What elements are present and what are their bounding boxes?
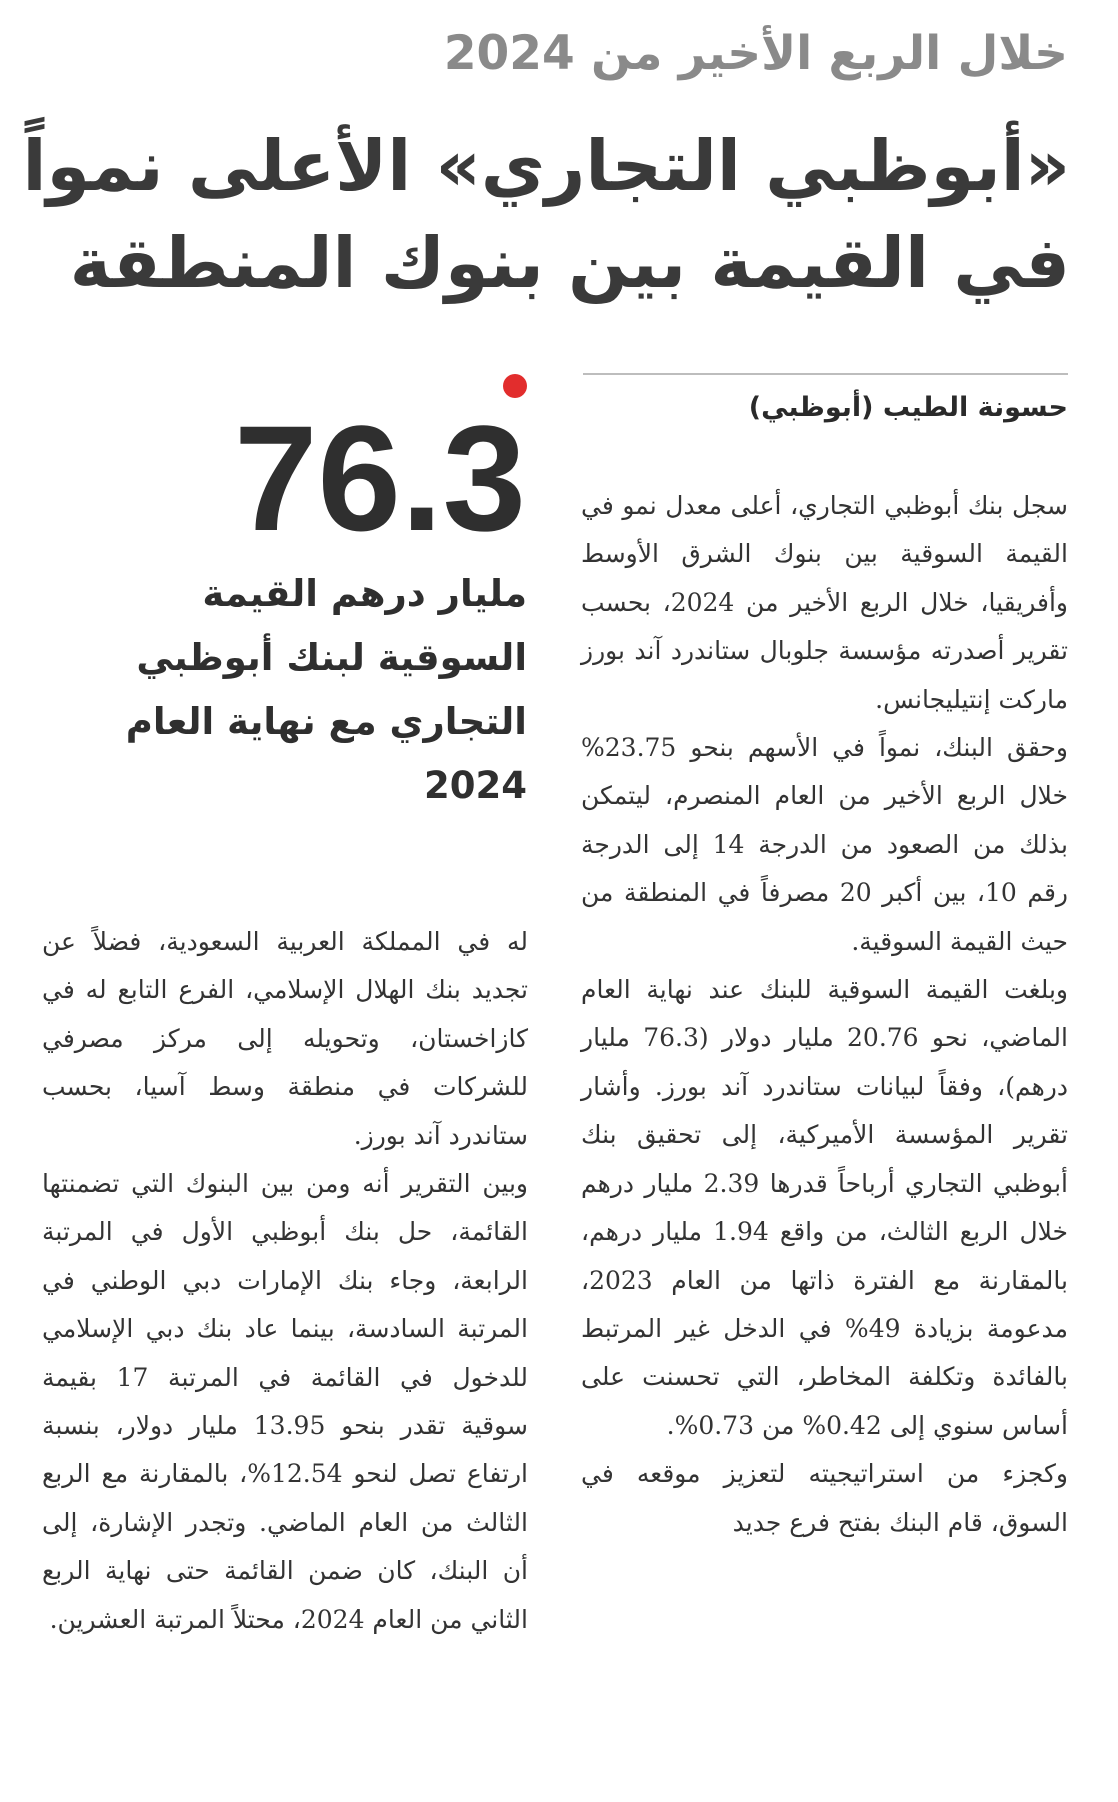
highlight-caption xyxy=(57,562,527,818)
headline-line-1: «أبوظبي التجاري» الأعلى نمواً xyxy=(22,125,1070,207)
paragraph: سجل بنك أبوظبي التجاري، أعلى معدل نمو في القيمة السوقية بين بنوك الشرق الأوسط وأفريقيا، خلال الربع الأخير من 2024، بحسب تقرير أصدرته مؤسسة جلوبال ستاندرد آند بورز ماركت إنتيليجانس. xyxy=(581,491,1068,714)
headline-line-2: في القيمة بين بنوك المنطقة xyxy=(69,222,1070,304)
highlight-caption-line: السوقية لبنك أبوظبي xyxy=(136,636,527,679)
paragraph: وكجزء من استراتيجيته لتعزيز موقعه في السوق، قام البنك بفتح فرع جديد xyxy=(581,1459,1068,1537)
paragraph: وبلغت القيمة السوقية للبنك عند نهاية العام الماضي، نحو 20.76 مليار دولار (76.3 مليار درهم)، وفقاً لبيانات ستاندرد آند بورز. وأشار تقرير المؤسسة الأميركية، إلى تحقيق بنك أبوظبي التجاري أرباحاً قدرها 2.39 مليار درهم خلال الربع الثالث، من واقع 1.94 مليار درهم، بالمقارنة مع الفترة ذاتها من العام 2023، مدعومة بزيادة 49% في الدخل غير المرتبط بالفائدة وتكلفة المخاطر، التي تحسنت على أساس سنوي إلى 0.42% من 0.73%. xyxy=(581,975,1069,1440)
highlight-caption-line: التجاري مع نهاية العام xyxy=(125,700,527,743)
paragraph: وحقق البنك، نمواً في الأسهم بنحو 23.75% خلال الربع الأخير من العام المنصرم، ليتمكن بذلك من الصعود من الدرجة 14 إلى الدرجة رقم 10، بين أكبر 20 مصرفاً في المنطقة من حيث القيمة السوقية. xyxy=(581,733,1069,956)
highlight-number: 76.3 xyxy=(234,394,526,562)
article-column-left xyxy=(42,918,528,1644)
highlight-caption-line: مليار درهم القيمة xyxy=(202,572,527,615)
paragraph: له في المملكة العربية السعودية، فضلاً عن تجديد بنك الهلال الإسلامي، الفرع التابع له في كازاخستان، وتحويله إلى مركز مصرفي للشركات في منطقة وسط آسيا، بحسب ستاندرد آند بورز. xyxy=(42,927,528,1150)
byline-divider xyxy=(583,373,1068,375)
article-byline: حسونة الطيب (أبوظبي) xyxy=(748,392,1068,423)
highlight-caption-line: 2024 xyxy=(424,764,527,807)
paragraph: وبين التقرير أنه ومن بين البنوك التي تضمنتها القائمة، حل بنك أبوظبي الأول في المرتبة الرابعة، وجاء بنك الإمارات دبي الوطني في المرتبة السادسة، بينما عاد بنك دبي الإسلامي للدخول في القائمة في المرتبة 17 بقيمة سوقية تقدر بنحو 13.95 مليار دولار، بنسبة ارتفاع تصل لنحو 12.54%، بالمقارنة مع الربع الثالث من العام الماضي. وتجدر الإشارة، إلى أن البنك، كان ضمن القائمة حتى نهاية الربع الثاني من العام 2024، محتلاً المرتبة العشرين. xyxy=(42,1169,528,1634)
article-kicker: خلال الربع الأخير من 2024 xyxy=(443,26,1068,81)
article-column-right xyxy=(581,482,1068,1547)
article-headline xyxy=(22,118,1070,312)
